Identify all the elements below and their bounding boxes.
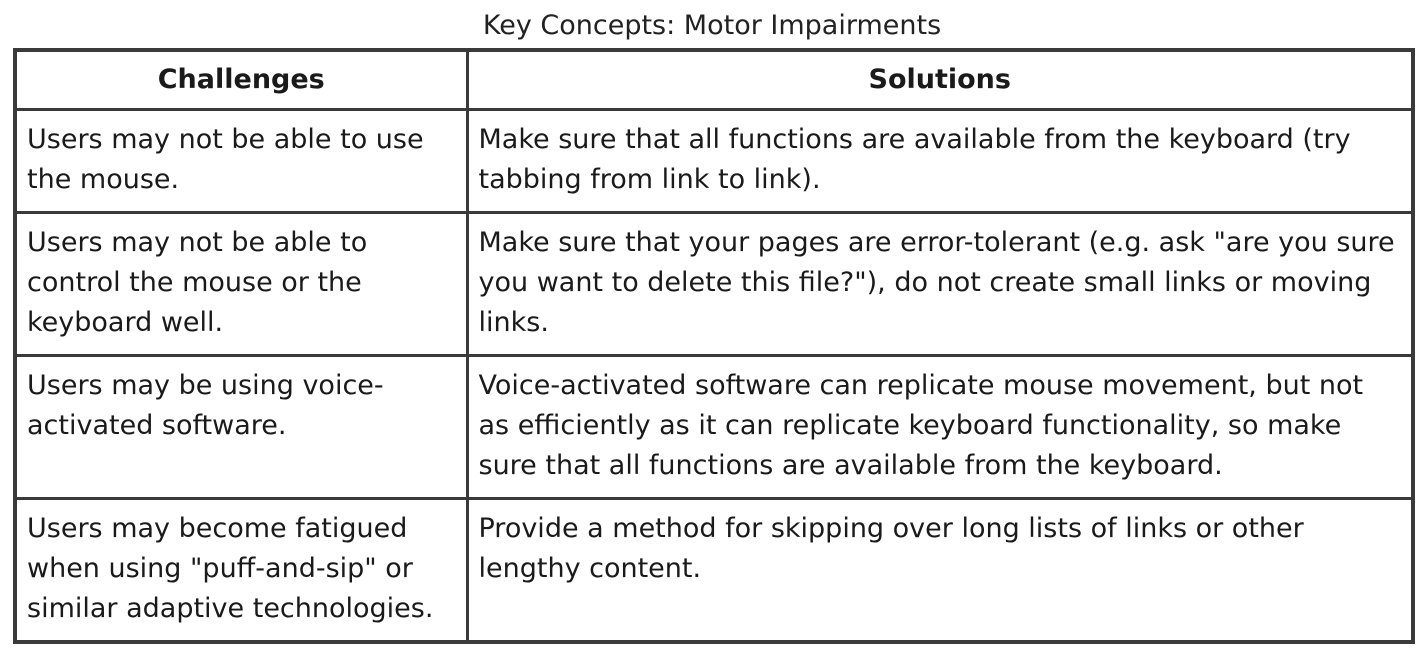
solution-cell: Make sure that your pages are error-tolerant (e.g. ask "are you sure you want to delete this file?"), do not create small links or moving links.	[467, 213, 1413, 356]
challenge-cell: Users may not be able to use the mouse.	[15, 110, 467, 213]
header-row	[15, 50, 1413, 110]
table-row	[15, 356, 1413, 499]
solution-cell: Make sure that all functions are available from the keyboard (try tabbing from link to link).	[467, 110, 1413, 213]
key-concepts-table	[13, 48, 1415, 644]
table-row	[15, 213, 1413, 356]
solution-cell: Provide a method for skipping over long lists of links or other lengthy content.	[467, 499, 1413, 643]
table-row	[15, 499, 1413, 643]
challenge-cell: Users may be using voice-activated software.	[15, 356, 467, 499]
challenge-cell: Users may not be able to control the mouse or the keyboard well.	[15, 213, 467, 356]
table-caption: Key Concepts: Motor Impairments	[482, 10, 942, 41]
solution-cell: Voice-activated software can replicate mouse movement, but not as efficiently as it can replicate keyboard functionality, so make sure that all functions are available from the keyboard.	[467, 356, 1413, 499]
solutions-header: Solutions	[467, 50, 1413, 110]
challenge-cell: Users may become fatigued when using "puff-and-sip" or similar adaptive technologies.	[15, 499, 467, 643]
challenges-header: Challenges	[15, 50, 467, 110]
table-row	[15, 110, 1413, 213]
